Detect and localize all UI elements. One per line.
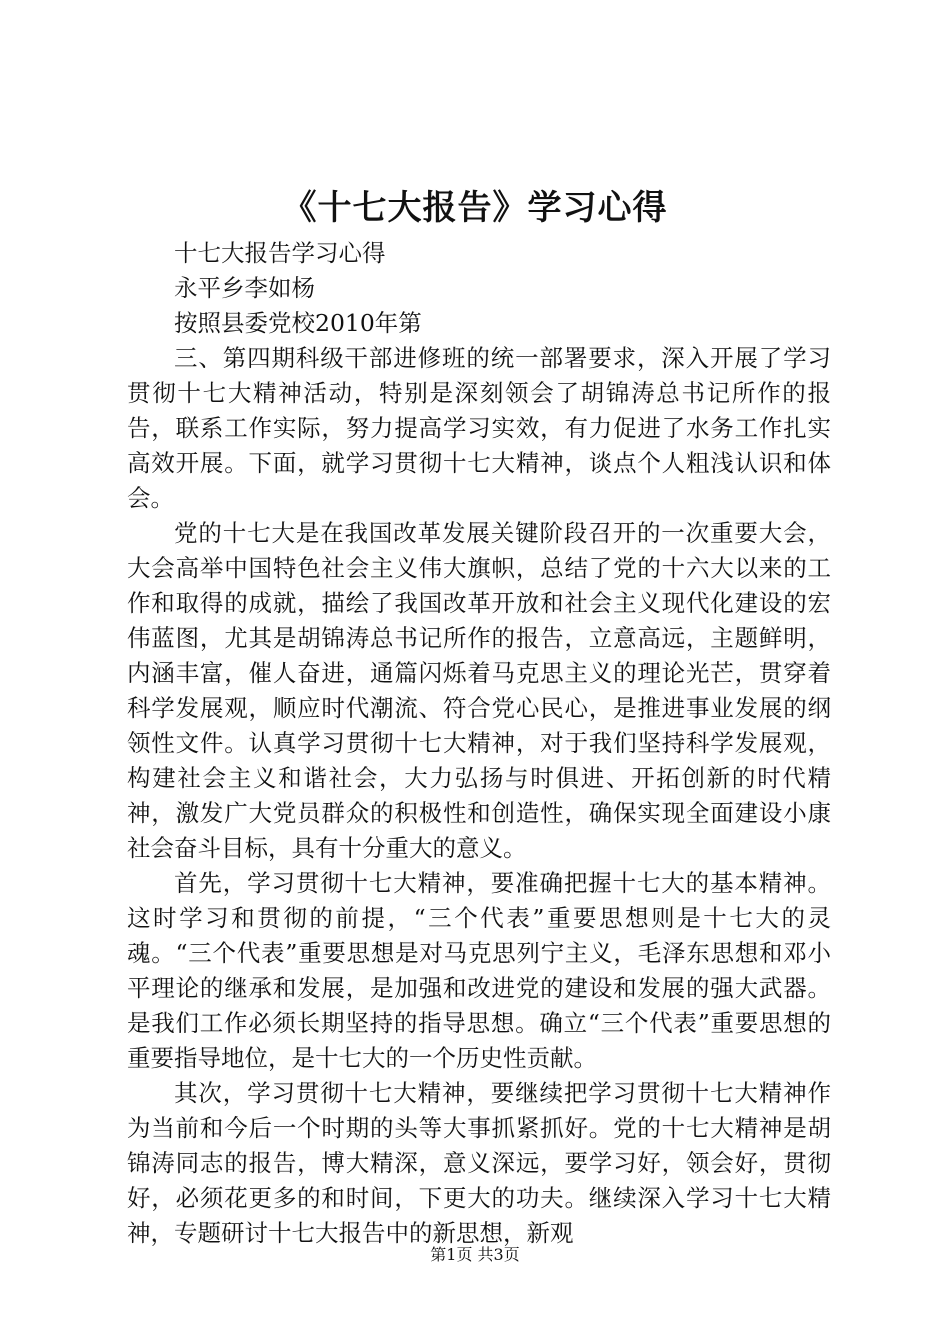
paragraph-author: 永平乡李如杨: [174, 274, 315, 302]
paragraph-intro-line: 按照县委党校2010年第: [174, 309, 422, 337]
page-number-footer: 第1页 共3页: [430, 1245, 520, 1264]
paragraph-significance: 党的十七大是在我国改革发展关键阶段召开的一次重要大会，大会高举中国特色社会主义伟大旗帜，总结了党的十六大以来的工作和取得的成就，描绘了我国改革开放和社会主义现代化建设的宏伟蓝图，尤其是胡锦涛总书记所作的报告，立意高远，主题鲜明，内涵丰富，催人奋进，通篇闪烁着马克思主义的理论光芒，贯穿着科学发展观，顺应时代潮流、符合党心民心，是推进事业发展的纲领性文件。认真学习贯彻十七大精神，对于我们坚持科学发展观，构建社会主义和谐社会，大力弘扬与时俱进、开拓创新的时代精神，激发广大党员群众的积极性和创造性，确保实现全面建设小康社会奋斗目标，具有十分重大的意义。: [127, 519, 831, 862]
document-title: 《十七大报告》学习心得: [282, 188, 668, 228]
paragraph-second-point: 其次，学习贯彻十七大精神，要继续把学习贯彻十七大精神作为当前和今后一个时期的头等大事抓紧抓好。党的十七大精神是胡锦涛同志的报告，博大精深，意义深远，要学习好，领会好，贯彻好，必须花更多的和时间，下更大的功夫。继续深入学习十七大精神，专题研讨十七大报告中的新思想，新观: [127, 1079, 831, 1247]
paragraph-subtitle: 十七大报告学习心得: [174, 239, 386, 267]
paragraph-intro: 三、第四期科级干部进修班的统一部署要求，深入开展了学习贯彻十七大精神活动，特别是深刻领会了胡锦涛总书记所作的报告，联系工作实际，努力提高学习实效，有力促进了水务工作扎实高效开展。下面，就学习贯彻十七大精神，谈点个人粗浅认识和体会。: [127, 344, 831, 512]
paragraph-first-point: 首先，学习贯彻十七大精神，要准确把握十七大的基本精神。这时学习和贯彻的前提，“三个代表”重要思想则是十七大的灵魂。“三个代表”重要思想是对马克思列宁主义，毛泽东思想和邓小平理论的继承和发展，是加强和改进党的建设和发展的强大武器。是我们工作必须长期坚持的指导思想。确立“三个代表”重要思想的重要指导地位，是十七大的一个历史性贡献。: [127, 869, 831, 1072]
document-body: [127, 236, 831, 1251]
